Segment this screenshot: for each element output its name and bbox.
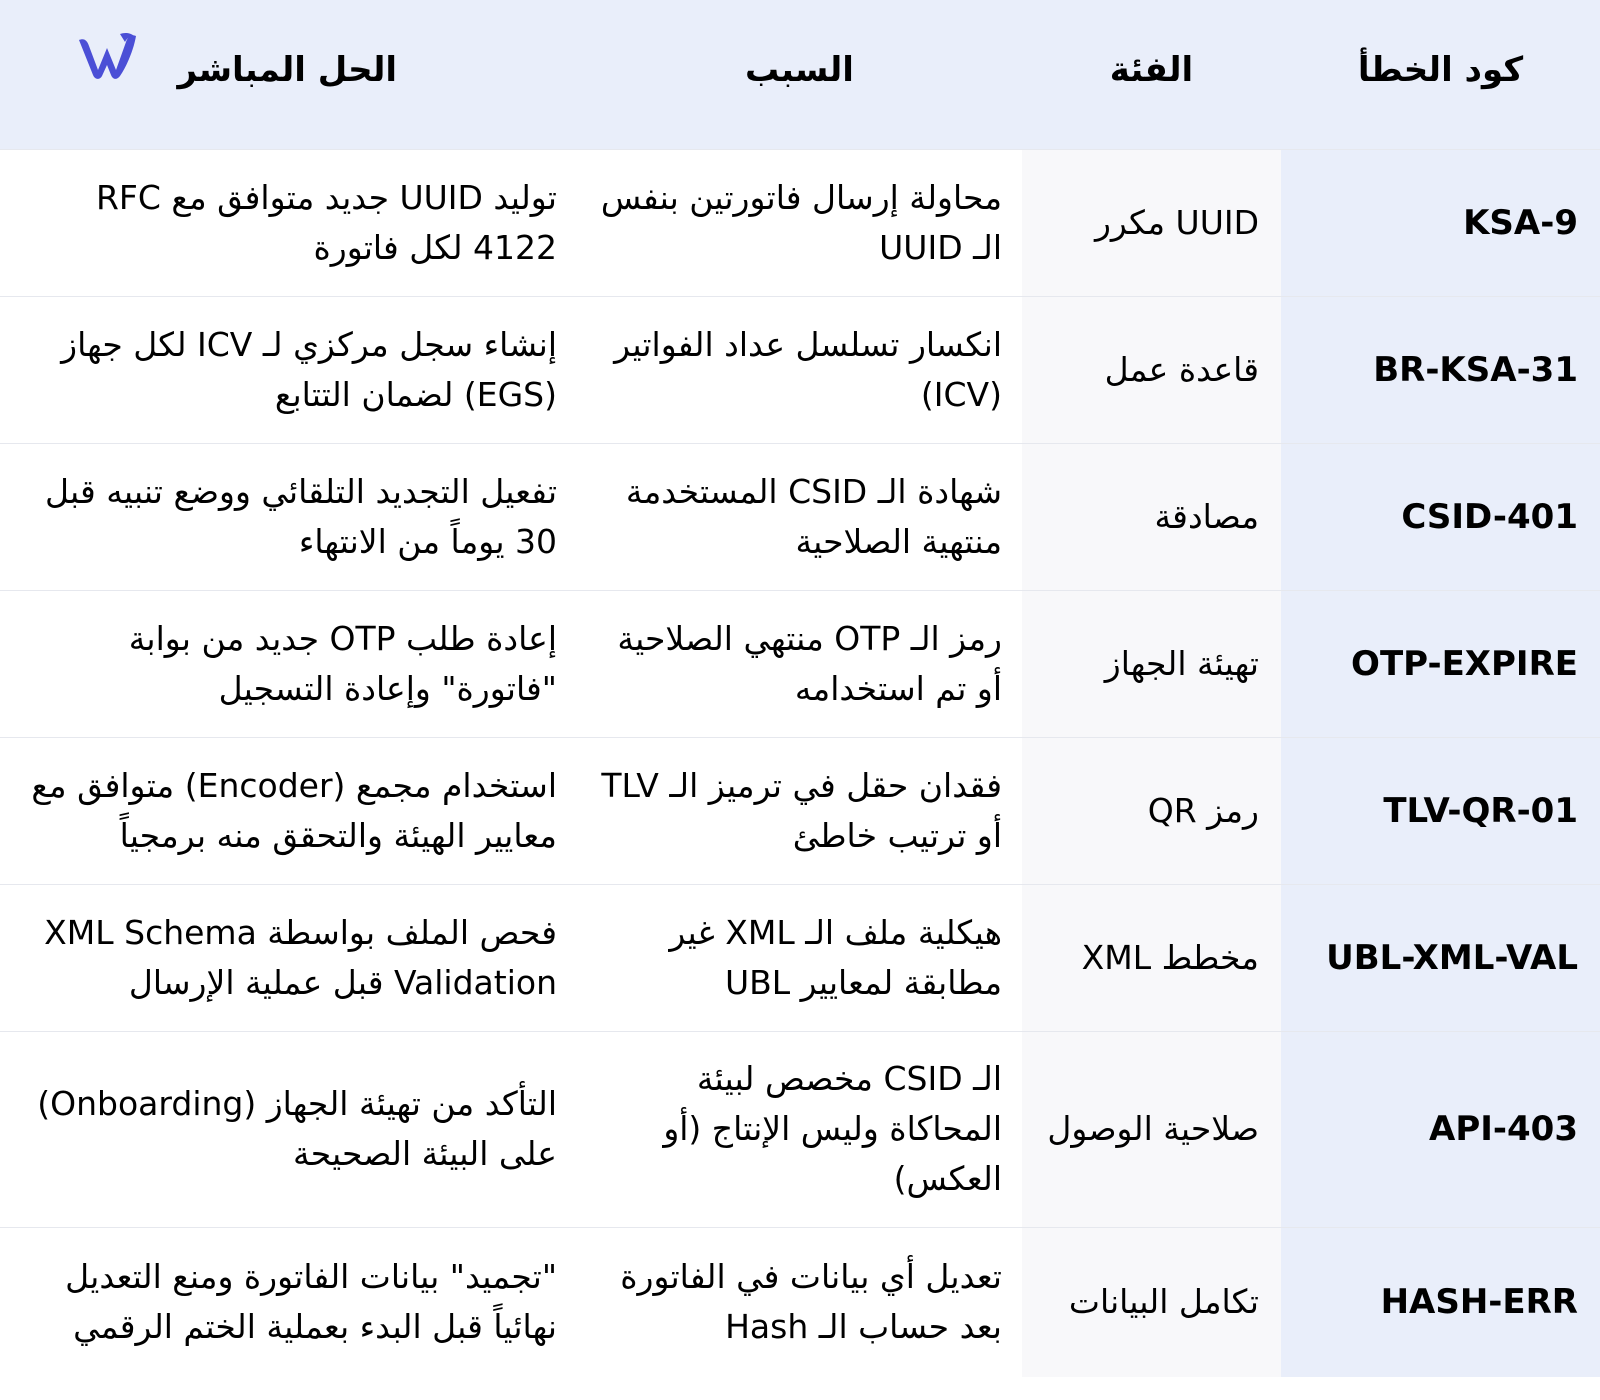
error-code-cell: API-403 xyxy=(1281,1031,1600,1227)
category-cell: UUID مكرر xyxy=(1022,149,1281,296)
error-code-cell: UBL-XML-VAL xyxy=(1281,884,1600,1031)
header-category: الفئة xyxy=(1109,50,1194,91)
category-cell: مخطط XML xyxy=(1022,884,1281,1031)
fix-cell: تفعيل التجديد التلقائي ووضع تنبيه قبل 30 يوماً من الانتهاء xyxy=(45,471,557,561)
cause-cell: انكسار تسلسل عداد الفواتير (ICV) xyxy=(614,324,1002,414)
category-cell: مصادقة xyxy=(1022,443,1281,590)
header-error-code: كود الخطأ xyxy=(1357,50,1524,91)
fix-cell: توليد UUID جديد متوافق مع RFC 4122 لكل فاتورة xyxy=(95,177,557,267)
category-cell: قاعدة عمل xyxy=(1022,296,1281,443)
fix-cell: فحص الملف بواسطة XML Schema Validation قبل عملية الإرسال xyxy=(44,912,557,1002)
error-code-cell: KSA-9 xyxy=(1281,149,1600,296)
header-direct-fix: الحل المباشر xyxy=(177,50,397,91)
cause-cell: تعديل أي بيانات في الفاتورة بعد حساب الـ Hash xyxy=(620,1257,1002,1347)
fix-cell: إعادة طلب OTP جديد من بوابة "فاتورة" وإعادة التسجيل xyxy=(128,618,557,708)
cause-cell: فقدان حقل في ترميز الـ TLV أو ترتيب خاطئ xyxy=(601,765,1002,855)
error-code-cell: HASH-ERR xyxy=(1281,1227,1600,1377)
category-cell: رمز QR xyxy=(1022,737,1281,884)
fix-cell: التأكد من تهيئة الجهاز (Onboarding) على البيئة الصحيحة xyxy=(37,1084,557,1173)
table-header xyxy=(0,0,1600,149)
table-row xyxy=(0,443,1600,590)
table-row xyxy=(0,737,1600,884)
fix-cell: إنشاء سجل مركزي لـ ICV لكل جهاز (EGS) لضمان التتابع xyxy=(61,324,557,414)
table-row xyxy=(0,149,1600,296)
table-row xyxy=(0,296,1600,443)
fix-cell: استخدام مجمع (Encoder) متوافق مع معايير الهيئة والتحقق منه برمجياً xyxy=(31,765,557,855)
table-row xyxy=(0,1031,1600,1227)
fix-cell: "تجميد" بيانات الفاتورة ومنع التعديل نهائياً قبل البدء بعملية الختم الرقمي xyxy=(65,1257,557,1347)
cause-cell: الـ CSID مخصص لبيئة المحاكاة وليس الإنتاج (أو العكس) xyxy=(663,1059,1002,1198)
cause-cell: شهادة الـ CSID المستخدمة منتهية الصلاحية xyxy=(625,471,1002,561)
table-row xyxy=(0,590,1600,737)
category-cell: تهيئة الجهاز xyxy=(1022,590,1281,737)
error-code-cell: TLV-QR-01 xyxy=(1281,737,1600,884)
cause-cell: محاولة إرسال فاتورتين بنفس الـ UUID xyxy=(600,177,1002,267)
cause-cell: هيكلية ملف الـ XML غير مطابقة لمعايير UBL xyxy=(669,912,1002,1002)
error-code-cell: CSID-401 xyxy=(1281,443,1600,590)
header-row xyxy=(0,0,1600,149)
wafeq-w-logo-icon xyxy=(76,30,138,82)
category-cell: تكامل البيانات xyxy=(1022,1227,1281,1377)
error-code-cell: OTP-EXPIRE xyxy=(1281,590,1600,737)
category-cell: صلاحية الوصول xyxy=(1022,1031,1281,1227)
error-code-cell: BR-KSA-31 xyxy=(1281,296,1600,443)
table-body xyxy=(0,149,1600,1377)
table-row xyxy=(0,1227,1600,1377)
cause-cell: رمز الـ OTP منتهي الصلاحية أو تم استخدامه xyxy=(617,618,1002,708)
table-row xyxy=(0,884,1600,1031)
header-cause: السبب xyxy=(745,50,854,91)
